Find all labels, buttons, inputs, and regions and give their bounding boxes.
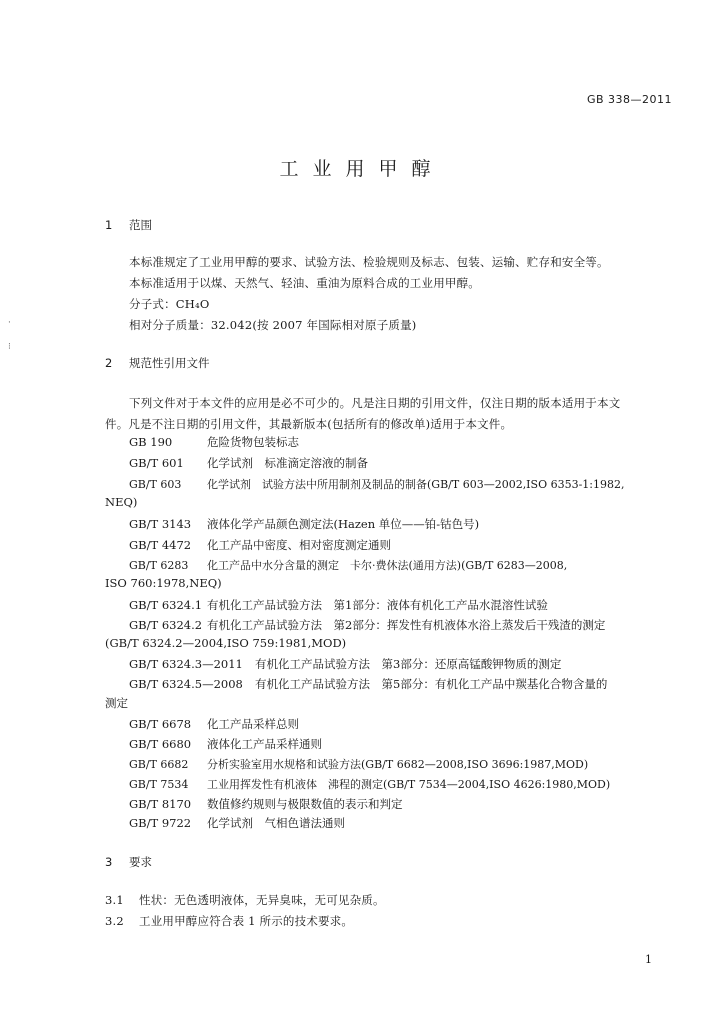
reference-title: 化工产品中水分含量的测定 卡尔·费休法(通用方法)(GB/T 6283—2008, xyxy=(207,559,568,572)
reference-item xyxy=(129,516,479,532)
margin-mark: ⁝ xyxy=(8,342,11,352)
requirement-item xyxy=(105,892,385,908)
section-3-heading xyxy=(105,854,152,870)
reference-title: 化工产品采样总则 xyxy=(207,717,299,731)
paragraph: 下列文件对于本文件的应用是必不可少的。凡是注日期的引用文件，仅注日期的版本适用于本文 xyxy=(129,396,621,410)
paragraph: 分子式：CH₄O xyxy=(129,297,210,311)
reference-item xyxy=(129,676,607,692)
section-2-heading xyxy=(105,355,210,371)
reference-code: GB/T 601 xyxy=(129,456,184,470)
reference-title: 有机化工产品试验方法 第3部分：还原高锰酸钾物质的测定 xyxy=(255,657,562,671)
section-title: 规范性引用文件 xyxy=(129,356,210,370)
reference-title: 有机化工产品试验方法 第2部分：挥发性有机液体水浴上蒸发后干残渣的测定 xyxy=(207,618,606,632)
item-text: 性状：无色透明液体，无异臭味，无可见杂质。 xyxy=(139,893,385,907)
item-number: 3.1 xyxy=(105,893,124,907)
reference-title: 液体化工产品采样通则 xyxy=(207,737,322,751)
section-1-heading xyxy=(105,217,152,233)
reference-title: 数值修约规则与极限数值的表示和判定 xyxy=(207,797,403,811)
requirement-item xyxy=(105,913,353,929)
reference-item xyxy=(129,815,345,831)
paragraph: 本标准规定了工业用甲醇的要求、试验方法、检验规则及标志、包装、运输、贮存和安全等。 xyxy=(129,255,609,269)
item-number: 3.2 xyxy=(105,914,124,928)
page-number: 1 xyxy=(645,953,652,966)
reference-item xyxy=(129,434,299,450)
reference-continuation: NEQ) xyxy=(105,495,138,509)
reference-code: GB/T 9722 xyxy=(129,816,192,830)
section-title: 范围 xyxy=(129,218,152,232)
reference-code: GB/T 603 xyxy=(129,478,182,491)
section-number: 1 xyxy=(105,218,113,232)
reference-item xyxy=(129,716,299,732)
reference-title: 化工产品中密度、相对密度测定通则 xyxy=(207,538,391,552)
reference-code: GB/T 8170 xyxy=(129,797,192,811)
reference-title: 有机化工产品试验方法 第1部分：液体有机化工产品水混溶性试验 xyxy=(207,598,548,612)
reference-item xyxy=(129,656,561,672)
reference-item xyxy=(129,796,403,812)
section-title: 要求 xyxy=(129,855,152,869)
reference-code: GB/T 6680 xyxy=(129,737,192,751)
reference-title: 分析实验室用水规格和试验方法(GB/T 6682—2008,ISO 3696:1987,MOD) xyxy=(207,758,589,771)
reference-item xyxy=(129,617,605,633)
paragraph: 相对分子质量：32.042(按 2007 年国际相对原子质量) xyxy=(129,318,417,332)
reference-code: GB/T 6324.5—2008 xyxy=(129,677,243,691)
standard-code: GB 338—2011 xyxy=(586,93,672,106)
reference-code: GB/T 6682 xyxy=(129,758,189,771)
margin-mark: · xyxy=(8,318,11,328)
section-number: 2 xyxy=(105,356,113,370)
reference-continuation: (GB/T 6324.2—2004,ISO 759:1981,MOD) xyxy=(105,636,347,650)
reference-code: GB/T 6283 xyxy=(129,559,189,572)
reference-title: 有机化工产品试验方法 第5部分：有机化工产品中羰基化合物含量的 xyxy=(255,677,608,691)
paragraph: 件。凡是不注日期的引用文件，其最新版本(包括所有的修改单)适用于本文件。 xyxy=(105,417,513,431)
reference-code: GB 190 xyxy=(129,435,173,449)
reference-title: 工业用挥发性有机液体 沸程的测定(GB/T 7534—2004,ISO 4626:1980,MOD) xyxy=(207,778,611,791)
reference-title: 化学试剂 试验方法中所用制剂及制品的制备(GB/T 603—2002,ISO 6353-1:1982, xyxy=(207,478,625,491)
item-text: 工业用甲醇应符合表 1 所示的技术要求。 xyxy=(139,914,354,928)
reference-continuation: 测定 xyxy=(105,696,128,710)
reference-title: 化学试剂 气相色谱法通则 xyxy=(207,816,345,830)
reference-title: 化学试剂 标准滴定溶液的制备 xyxy=(207,456,368,470)
reference-code: GB/T 6324.2 xyxy=(129,618,203,632)
reference-item xyxy=(129,736,322,752)
reference-item xyxy=(129,776,610,792)
reference-item xyxy=(129,537,391,553)
reference-code: GB/T 4472 xyxy=(129,538,192,552)
reference-item xyxy=(129,557,567,573)
document-title: 工业用甲醇 xyxy=(279,158,445,180)
reference-code: GB/T 6678 xyxy=(129,717,192,731)
section-number: 3 xyxy=(105,855,113,869)
reference-item xyxy=(129,597,548,613)
reference-item xyxy=(129,476,625,492)
reference-code: GB/T 6324.3—2011 xyxy=(129,657,243,671)
reference-title: 液体化学产品颜色测定法(Hazen 单位——铂-钴色号) xyxy=(207,517,480,531)
paragraph: 本标准适用于以煤、天然气、轻油、重油为原料合成的工业用甲醇。 xyxy=(129,276,480,290)
reference-item xyxy=(129,756,588,772)
reference-code: GB/T 3143 xyxy=(129,517,192,531)
reference-continuation: ISO 760:1978,NEQ) xyxy=(105,576,222,590)
reference-code: GB/T 6324.1 xyxy=(129,598,203,612)
reference-code: GB/T 7534 xyxy=(129,778,189,791)
reference-title: 危险货物包装标志 xyxy=(207,435,299,449)
reference-item xyxy=(129,455,368,471)
